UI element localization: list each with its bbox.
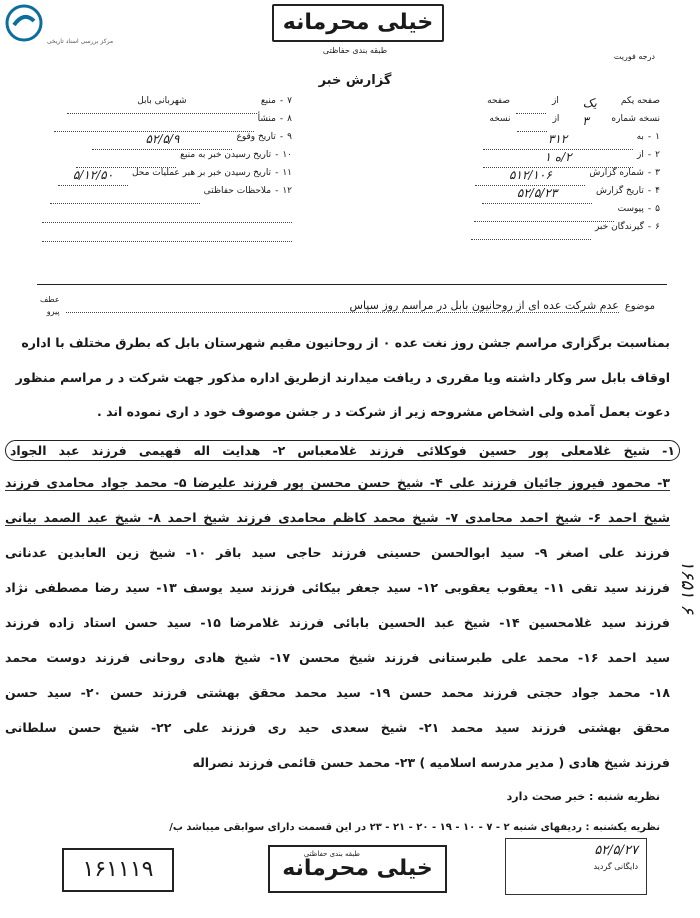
archive-seal-date: ۵۲/۵/۲۷	[594, 843, 638, 858]
field-report-date: ۴ - تاریخ گزارش ۵۲/۵/۲۳	[440, 186, 660, 204]
field-security-notes-no: ۱۲	[282, 186, 292, 196]
subject-ref	[40, 294, 60, 318]
left-fields	[30, 96, 292, 242]
field-received-ops-value: ۵/۱۲/۵۰	[58, 168, 128, 186]
field-origin: ۸ - منشأ	[30, 114, 292, 132]
margin-handwritten-note: ۱۶۵۱ ۶	[677, 560, 698, 615]
field-attachment: ۵ - پیوست	[440, 204, 660, 222]
field-source-label: منبع	[260, 96, 276, 106]
field-received-ops-label: تاریخ رسیدن خبر بر هبر عملیات محل	[131, 168, 272, 178]
body-line-3: دعوت بعمل آمده ولی اشخاص مشروحه زیر از شرکت د ر جشن موصوف خود د اری نموده اند .	[97, 404, 670, 419]
field-source: ۷ - منبع شهربانی بابل	[30, 96, 292, 114]
field-report-date-no: ۴	[655, 186, 660, 196]
right-fields	[440, 96, 660, 240]
field-page-label: صفحه یکم	[620, 96, 660, 106]
field-attachment-value	[474, 204, 614, 222]
blank-line-1	[42, 204, 292, 223]
subject-ref-value: پیرو	[46, 307, 60, 316]
field-security-notes: ۱۲ - ملاحظات حفاظتی	[30, 186, 292, 204]
subject-row	[40, 294, 655, 318]
field-recipients-no: ۶	[655, 222, 660, 232]
field-report-no: ۳ - شماره گزارش ۵۱۲/۱۰۶	[440, 168, 660, 186]
report-title: گزارش خبر	[318, 73, 392, 88]
priority-label: درجه فوریت	[613, 52, 655, 61]
field-recipients-label: گیرندگان خبر	[594, 222, 644, 232]
field-to-no: ۱	[655, 132, 660, 142]
name-line-5: فرزند سید تقی ۱۱- یعقوب یعقوبی ۱۲- سید جعفر بیکائی فرزند سید یوسف ۱۳- سید رضا مصطفی نژاد	[5, 580, 670, 595]
subject-label: موضوع	[624, 300, 655, 312]
field-occurrence-date-label: تاریخ وقوع	[236, 132, 276, 142]
archive-seal	[505, 838, 647, 895]
field-received-source-no: ۱۰	[282, 150, 292, 160]
classification-sub: طبقه بندی حفاظتی	[322, 46, 388, 55]
archive-seal-text: دایگانی گردید	[593, 862, 638, 871]
field-received-ops-no: ۱۱	[282, 168, 292, 178]
field-copy-mid: از	[552, 114, 560, 124]
field-from-no: ۲	[655, 150, 660, 160]
field-page	[440, 96, 660, 114]
blank-line-2	[42, 223, 292, 242]
opinion-sunday: نظریه یکشنبه : ردیفهای شنبه ۲ - ۷ - ۱۰ - ۱۹ - ۲۰ - ۲۱ - ۲۳ در این قسمت دارای سوابقی میباشد ب/	[169, 822, 660, 833]
classification-stamp: خیلی محرمانه	[272, 4, 444, 42]
name-line-3: شیخ احمد ۶- شیخ احمد محامدی ۷- شیخ محمد کاظم محامدی فرزند شیخ احمد ۸- شیخ عبد الصمد بیانی	[5, 510, 670, 525]
field-from-value: ۲/ه ۱	[483, 150, 633, 168]
name-line-6: فرزند سید غلامحسین ۱۴- شیخ عبد الحسین بابائی فرزند غلامرضا ۱۵- سید حسن استاد زاده فرزند	[5, 615, 670, 630]
opinion-saturday: نظریه شنبه : خبر صحت دارد	[506, 790, 660, 803]
field-security-notes-label: ملاحظات حفاظتی	[203, 186, 272, 196]
archive-watermark-label: مرکز بررسی اسناد تاریخی	[46, 38, 114, 45]
field-copy	[440, 114, 660, 132]
field-report-no-value: ۵۱۲/۱۰۶	[475, 168, 585, 186]
field-report-date-value: ۵۲/۵/۲۳	[482, 186, 592, 204]
field-recipients-value	[471, 222, 591, 240]
subject-text: عدم شرکت عده ای از روحانیون بابل در مراسم روز سپاس	[66, 299, 619, 313]
field-attachment-label: پیوست	[617, 204, 644, 214]
field-origin-no: ۸	[287, 114, 292, 124]
name-line-8: ۱۸- محمد جواد حجتی فرزند محمد حسن ۱۹- سید محمد محقق بهشتی فرزند حسن ۲۰- سید حسن	[5, 685, 671, 700]
field-recipients: ۶ - گیرندگان خبر	[440, 222, 660, 240]
field-report-date-label: تاریخ گزارش	[596, 186, 644, 196]
field-occurrence-date-value: ۵۲/۵/۹	[92, 132, 232, 150]
field-occurrence-date: ۹ - تاریخ وقوع ۵۲/۵/۹	[30, 132, 292, 150]
field-origin-label: منشأ	[257, 114, 276, 124]
archive-logo-icon	[4, 3, 44, 43]
document-id-box: ۱۶۱۱۱۹	[62, 848, 174, 892]
field-to-value: ۳۱۲	[483, 132, 633, 150]
field-security-notes-value	[50, 186, 200, 204]
body-line-1: بمناسبت برگزاری مراسم جشن روز نغت عده ۰ از روحانیون مقیم شهرستان بابل که بطرق مختلف با اداره	[21, 335, 670, 350]
name-line-7: سید احمد ۱۶- محمد علی طبرستانی فرزند شیخ محسن ۱۷- شیخ هادی روحانی فرزند دوست محمد	[5, 650, 670, 665]
name-line-9: محقق بهشتی فرزند سید محمد ۲۱- شیخ سعدی حید ری فرزند علی ۲۲- شیخ حسن سلطانی	[5, 720, 670, 735]
field-source-no: ۷	[287, 96, 292, 106]
name-line-4: فرزند علی اصغر ۹- سید ابوالحسن حسینی فرزند حاجی سید باقر ۱۰- شیخ زین العابدین عدنانی	[5, 545, 670, 560]
name-line-1: ۱- شیخ غلامعلی پور حسین فوکلائی فرزند غلامعباس ۲- هدایت اله فهیمی فرزند عبد الجواد	[5, 440, 680, 461]
field-source-value: شهربانی بابل	[67, 96, 257, 114]
footer-classification-sub: طبقه بندی حفاظتی	[303, 850, 360, 858]
field-report-no-label: شماره گزارش	[589, 168, 644, 178]
header-divider	[37, 284, 667, 285]
field-copy-value: ۳	[582, 114, 589, 128]
field-page-tail: صفحه	[487, 96, 510, 106]
field-received-source-label: تاریخ رسیدن خبر به منبع	[180, 150, 272, 160]
field-page-value: یک	[582, 96, 597, 110]
body-line-2: اوقاف بابل سر وکار داشته ویا مقرری د ریافت میدارند ازطریق اداره مذکور جهت شرکت د ر مراسم منظور	[15, 370, 670, 385]
field-occurrence-date-no: ۹	[287, 132, 292, 142]
subject-ref-label: عطف	[40, 295, 60, 304]
field-from-label: از	[637, 150, 644, 160]
field-received-source-value	[76, 150, 176, 168]
name-line-10: فرزند شیخ هادی ( مدیر مدرسه اسلامیه ) ۲۳- محمد حسن قائمی فرزند نصراله	[192, 755, 670, 770]
field-received-ops: ۱۱ - تاریخ رسیدن خبر بر هبر عملیات محل ۵/۱۲/۵۰	[30, 168, 292, 186]
field-page-mid: از	[551, 96, 559, 106]
field-copy-label: نسخه شماره	[611, 114, 660, 124]
name-line-2: ۳- محمود فیروز جائیان فرزند علی ۴- شیخ حسن محسن پور فرزند علیرضا ۵- محمد جواد محامدی فرزند	[5, 475, 670, 490]
field-to-label: به	[636, 132, 644, 142]
field-copy-tail: نسخه	[489, 114, 511, 124]
field-report-no-no: ۳	[655, 168, 660, 178]
field-received-source: ۱۰ - تاریخ رسیدن خبر به منبع	[30, 150, 292, 168]
footer-classification-stamp: خیلی محرمانه	[268, 845, 447, 893]
field-from: ۲ - از ۲/ه ۱	[440, 150, 660, 168]
field-attachment-no: ۵	[655, 204, 660, 214]
field-to: ۱ - به ۳۱۲	[440, 132, 660, 150]
field-origin-value	[54, 114, 254, 132]
